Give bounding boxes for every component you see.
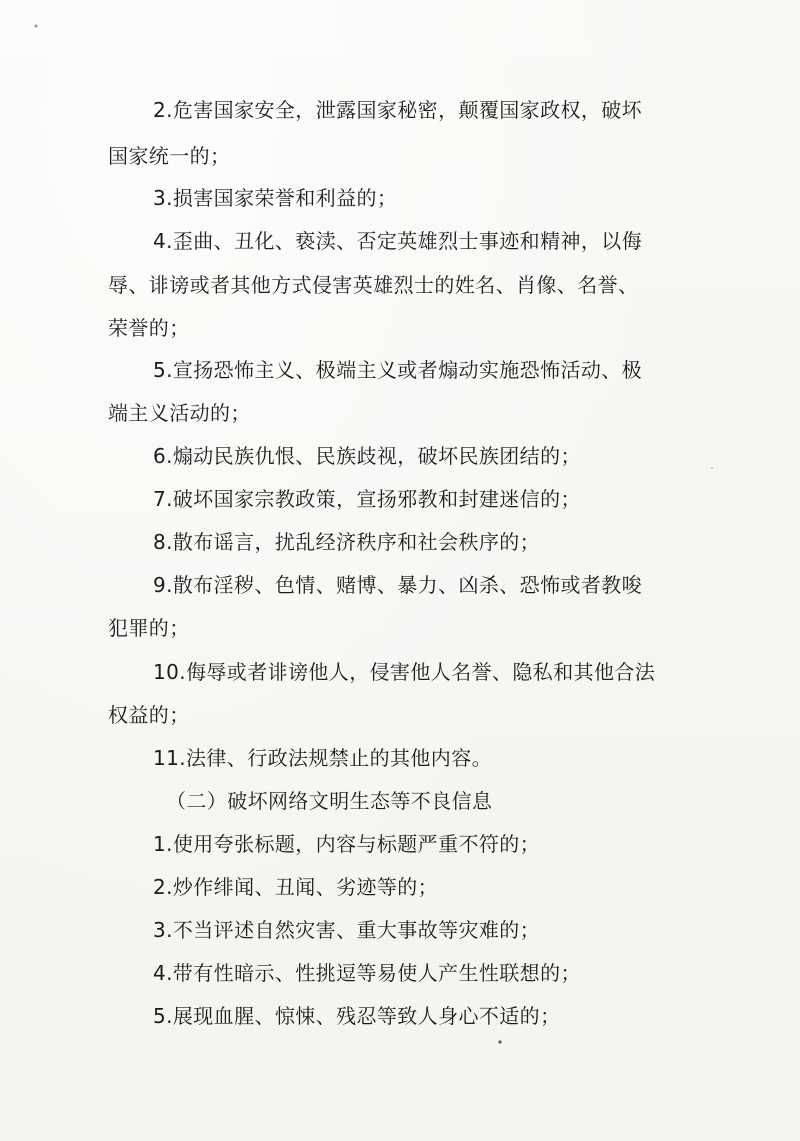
text-line: 2.危害国家安全，泄露国家秘密，颠覆国家政权，破坏: [153, 98, 643, 122]
text-line: 11.法律、行政法规禁止的其他内容。: [153, 746, 493, 770]
text-line: 5.展现血腥、惊悚、残忍等致人身心不适的；: [153, 1004, 561, 1028]
text-line: 8.散布谣言，扰乱经济秩序和社会秩序的；: [153, 530, 541, 554]
text-line: 5.宣扬恐怖主义、极端主义或者煽动实施恐怖活动、极: [153, 358, 643, 382]
text-line: 6.煽动民族仇恨、民族歧视，破坏民族团结的；: [153, 444, 581, 468]
text-line: 9.散布淫秽、色情、赌博、暴力、凶杀、恐怖或者教唆: [153, 573, 643, 597]
text-line: 辱、诽谤或者其他方式侵害英雄烈士的姓名、肖像、名誉、: [108, 273, 639, 297]
text-line: 端主义活动的；: [108, 401, 251, 425]
text-line: 4.带有性暗示、性挑逗等易使人产生性联想的；: [153, 961, 581, 985]
text-line: 3.损害国家荣誉和利益的；: [153, 186, 398, 210]
text-line: 国家统一的；: [108, 144, 231, 168]
text-line: 7.破坏国家宗教政策，宣扬邪教和封建迷信的；: [153, 487, 581, 511]
text-line: 荣誉的；: [108, 316, 190, 340]
text-line: 2.炒作绯闻、丑闻、劣迹等的；: [153, 875, 439, 899]
text-line: 犯罪的；: [108, 616, 190, 640]
section-heading: （二）破坏网络文明生态等不良信息: [166, 789, 493, 813]
text-line: 1.使用夸张标题，内容与标题严重不符的；: [153, 832, 541, 856]
text-line: 3.不当评述自然灾害、重大事故等灾难的；: [153, 918, 541, 942]
text-line: 权益的；: [108, 703, 190, 727]
text-line: 10.侮辱或者诽谤他人，侵害他人名誉、隐私和其他合法: [153, 660, 656, 684]
text-line: 4.歪曲、丑化、亵渎、否定英雄烈士事迹和精神，以侮: [153, 229, 643, 253]
